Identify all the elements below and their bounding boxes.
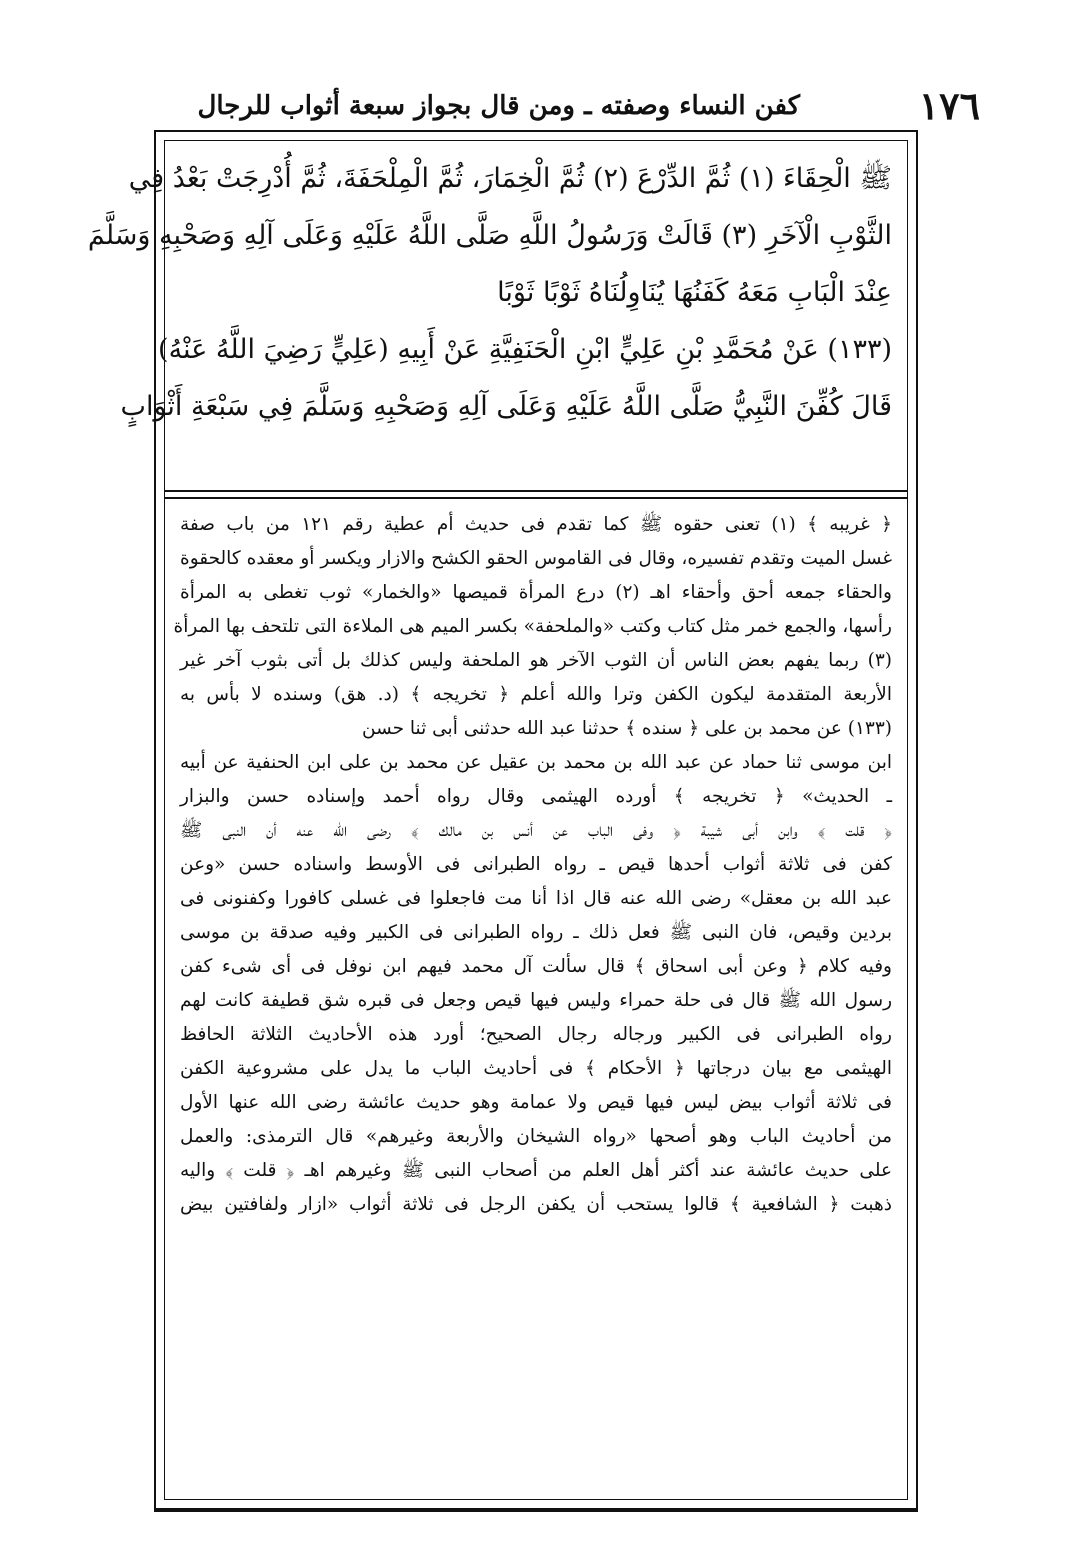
footnote-line: ـ الحديث» ﴿ تخريجه ﴾ أورده الهيثمى وقال رواه أحمد وإسناده حسن والبزار (180, 786, 892, 807)
footnotes-commentary (173, 508, 893, 1498)
footnote-line: (١٣٣) عن محمد بن على ﴿ سنده ﴾ حدثنا عبد الله حدثنى أبى ثنا حسن (361, 718, 892, 739)
footnote-line: ﴿ قلت ﴾ وابن أبى شيبة ﴿ وفى الباب عن أنس بن مالك ﴾ رضى الله عنه أن النبى ﷺ (180, 820, 892, 841)
page-header (160, 82, 980, 130)
footnote-line: الهيثمى مع بيان درجاتها ﴿ الأحكام ﴾ فى أحاديث الباب ما يدل على مشروعية الكفن (180, 1058, 892, 1079)
footnote-line: ابن موسى ثنا حماد عن عبد الله بن محمد بن عقيل عن محمد بن على ابن الحنفية عن أبيه (180, 752, 892, 773)
main-text-line: الثَّوْبِ الْآخَرِ (٣) قَالَتْ وَرَسُولُ اللَّهِ صَلَّى اللَّهُ عَلَيْهِ وَعَلَى آلِهِ وَصَحْبِهِ وَسَلَّمَ (87, 220, 892, 251)
footnote-line: غسل الميت وتقدم تفسيره، وقال فى القاموس الحقو الكشح والازار ويكسر أو معقده كالحقوة (180, 548, 892, 569)
footnote-line: الأربعة المتقدمة ليكون الكفن وترا والله أعلم ﴿ تخريجه ﴾ (د. هق) وسنده لا بأس به (180, 684, 892, 705)
footnote-line: بردين وقيص، فان النبى ﷺ فعل ذلك ـ رواه الطبرانى فى الكبير وفيه صدقة بن موسى (180, 922, 892, 943)
footnote-line: كفن فى ثلاثة أثواب أحدها قيص ـ رواه الطبرانى فى الأوسط واسناده حسن «وعن (180, 854, 892, 875)
footnote-line: رسول الله ﷺ قال فى حلة حمراء وليس فيها قيص وجعل فى قبره شق قطيفة كانت لهم (180, 990, 892, 1011)
main-text-line: (١٣٣) عَنْ مُحَمَّدِ بْنِ عَلِيٍّ ابْنِ الْحَنَفِيَّةِ عَنْ أَبِيهِ (عَلِيٍّ رَضِيَ اللَّهُ عَنْهُ) (158, 334, 892, 365)
hadith-main-text (87, 150, 892, 485)
footnote-line: (٣) ربما يفهم بعض الناس أن الثوب الآخر هو الملحفة وليس كذلك بل أتى بثوب آخر غير (180, 650, 892, 671)
footnote-line: فى ثلاثة أثواب بيض ليس فيها قيص ولا عمامة وهو حديث عائشة رضى الله عنها الأول (180, 1092, 892, 1113)
main-text-line: قَالَ كُفِّنَ النَّبِيُّ صَلَّى اللَّهُ عَلَيْهِ وَعَلَى آلِهِ وَصَحْبِهِ وَسَلَّمَ فِي سَبْعَةِ أَثْوَابٍ (120, 391, 892, 422)
footnote-line: عبد الله بن معقل» رضى الله عنه قال اذا أنا مت فاجعلوا فى غسلى كافورا وكفنونى فى (180, 888, 892, 909)
section-divider-bottom (164, 497, 908, 499)
footnote-line: على حديث عائشة عند أكثر أهل العلم من أصحاب النبى ﷺ وغيرهم اهـ ﴿ قلت ﴾ واليه (180, 1160, 892, 1181)
footnote-line: وفيه كلام ﴿ وعن أبى اسحاق ﴾ قال سألت آل محمد فيهم ابن نوفل فى أى شىء كفن (180, 956, 892, 977)
page-number: ١٧٦ (918, 83, 980, 128)
section-divider-top (164, 490, 908, 492)
main-text-line: ﷺ الْحِقَاءَ (١) ثُمَّ الدِّرْعَ (٢) ثُمَّ الْخِمَارَ، ثُمَّ الْمِلْحَفَةَ، ثُمَّ أُدْرِجَتْ بَعْدُ فِي (128, 163, 892, 194)
running-title: كفن النساء وصفته ـ ومن قال بجواز سبعة أثواب للرجال (197, 91, 800, 121)
footnote-line: والحقاء جمعه أحق وأحقاء اهـ (٢) درع المرأة قميصها «والخمار» ثوب تغطى به المرأة (180, 582, 892, 603)
page-bottom-rule (154, 1510, 918, 1512)
footnote-line: من أحاديث الباب وهو أصحها «رواه الشيخان والأربعة وغيرهم» قال الترمذى: والعمل (180, 1126, 892, 1147)
main-text-line: عِنْدَ الْبَابِ مَعَهُ كَفَنُهَا يُنَاوِلُنَاهُ ثَوْبًا ثَوْبًا (497, 277, 892, 308)
footnote-line: ﴿ غريبه ﴾ (١) تعنى حقوه ﷺ كما تقدم فى حديث أم عطية رقم ١٢١ من باب صفة (180, 514, 893, 535)
footnote-line: ذهبت ﴿ الشافعية ﴾ قالوا يستحب أن يكفن الرجل فى ثلاثة أثواب «ازار ولفافتين بيض (180, 1194, 892, 1215)
footnote-line: رأسها، والجمع خمر مثل كتاب وكتب «والملحفة» بكسر الميم هى الملاءة التى تلتحف بها المرأة (173, 616, 892, 637)
footnote-line: رواه الطبرانى فى الكبير ورجاله رجال الصحيح؛ أورد هذه الأحاديث الثلاثة الحافظ (180, 1024, 892, 1045)
